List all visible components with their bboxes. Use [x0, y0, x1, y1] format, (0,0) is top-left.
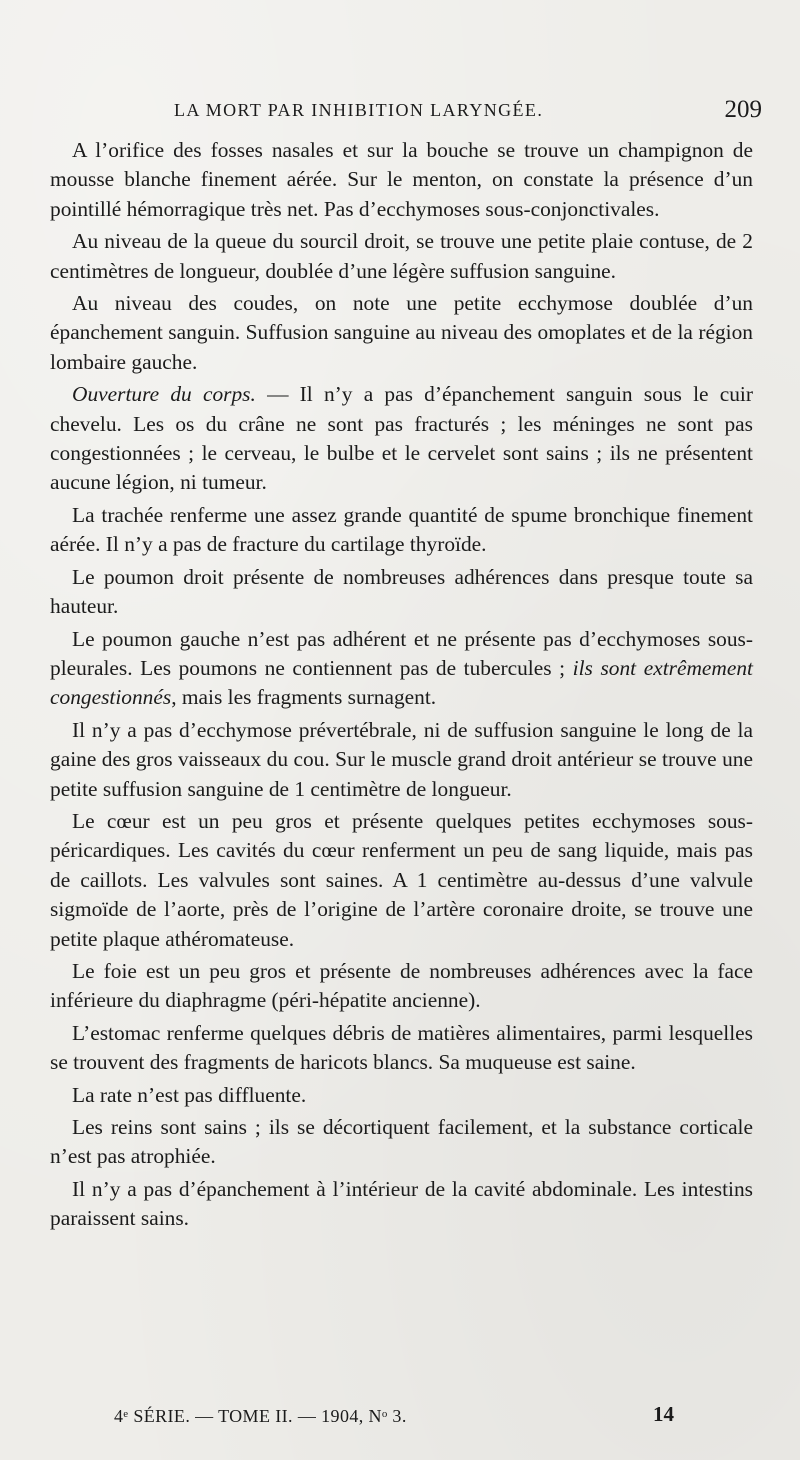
emphasis-italic: ils sont extrêmement congestionnés — [50, 655, 753, 710]
paragraph: La trachée renferme une assez grande quantité de spume bronchique finement aérée. Il n’y a pas de fracture du cartilage thyroïde. — [50, 502, 753, 557]
page-footer — [114, 1402, 674, 1432]
paragraph: L’estomac renferme quelques débris de matières alimentaires, parmi lesquelles se trouvent des fragments de haricots blancs. Sa muqueuse est saine. — [50, 1020, 753, 1075]
page-number: 209 — [724, 96, 762, 123]
paragraph: La rate n’est pas diffluente. — [72, 1082, 307, 1107]
paragraph: Le poumon droit présente de nombreuses adhérences dans presque toute sa hauteur. — [50, 564, 753, 619]
paragraph — [50, 625, 753, 713]
running-title: LA MORT PAR INHIBITION LARYNGÉE. — [174, 100, 544, 120]
signature-mark: 14 — [653, 1402, 674, 1426]
section-heading-italic: Ouverture du corps. — [72, 382, 256, 407]
paragraph: A l’orifice des fosses nasales et sur la bouche se trouve un champignon de mousse blanche finement aérée. Sur le menton, on constate la présence d’un pointillé hémorragique très net. Pas d’ecchymoses sous-conjonctivales. — [50, 138, 753, 221]
paragraph: Au niveau de la queue du sourcil droit, se trouve une petite plaie contuse, de 2 centimètres de longueur, doublée d’une légère suffusion sanguine. — [50, 229, 753, 283]
paragraph: Les reins sont sains ; ils se décortiquent facilement, et la substance corticale n’est pas atrophiée. — [50, 1115, 753, 1169]
paragraph: Il n’y a pas d’ecchymose prévertébrale, ni de suffusion sanguine le long de la gaine des gros vaisseaux du cou. Sur le muscle grand droit antérieur se trouve une petite suffusion sanguine de 1 centimètre de longueur. — [50, 717, 753, 801]
series-reference: 4ᵉ SÉRIE. — TOME II. — 1904, Nᵒ 3. — [114, 1406, 407, 1426]
page-header — [174, 96, 762, 126]
paragraph-text: Le poumon gauche n’est pas adhérent et ne présente pas d’ecchymoses sous-pleurales. Les poumons ne contiennent pas de tubercules ; — [50, 626, 753, 680]
body-text — [50, 136, 753, 1237]
paragraph-text: , mais les fragments surnagent. — [171, 685, 437, 710]
paragraph-text: — Il n’y a pas d’épanchement sanguin sous le cuir chevelu. Les os du crâne ne sont pas fracturés ; les méninges ne sont pas congestionnées ; le cerveau, le bulbe et le cervelet sont sains ; ils ne présentent aucune légion, ni tumeur. — [50, 382, 753, 495]
paragraph: Au niveau des coudes, on note une petite ecchymose doublée d’un épanchement sanguin. Suffusion sanguine au niveau des omoplates et de la région lombaire gauche. — [50, 291, 753, 374]
paragraph — [50, 380, 753, 498]
paragraph: Il n’y a pas d’épanchement à l’intérieur de la cavité abdominale. Les intestins paraissent sains. — [50, 1176, 753, 1231]
paragraph: Le foie est un peu gros et présente de nombreuses adhérences avec la face inférieure du diaphragme (péri-hépatite ancienne). — [50, 958, 753, 1013]
paragraph: Le cœur est un peu gros et présente quelques petites ecchymoses sous-péricardiques. Les cavités du cœur renferment un peu de sang liquide, mais pas de caillots. Les valvules sont saines. A 1 centimètre au-dessus d’une valvule sigmoïde de l’aorte, près de l’origine de l’artère coronaire droite, se trouve une petite plaque athéromateuse. — [50, 808, 753, 951]
